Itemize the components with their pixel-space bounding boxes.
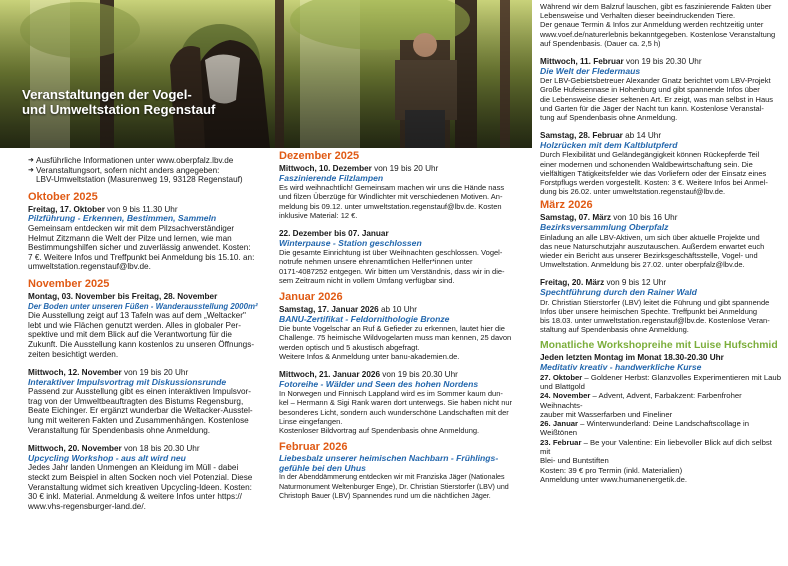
section-dezember	[279, 150, 531, 501]
event-text: Der LBV-Gebietsbetreuer Alexander Gnatz berichtet vom LBV-Projekt Große Hufeisennase in Hohenburg und gibt spannende Infos über die Lebensweise dieser seltenen Art. Er zeigt, was man selbst in Haus und Garten für die Jäger der Nacht tun kann. Kostenlose Veranstal- tung auf Spendenbasis ohne Anmeldung.	[540, 76, 774, 123]
list-item: Anmeldung unter www.humanenergetik.de.	[540, 474, 688, 484]
event-text: Durch Flexibilität und Geländegängigkeit können Rückepferde Teil einer modernen und schonenden Waldbewirtschaftung sein. Die vielfältigen Tätigkeitsfelder wie das Vorliefern oder der Einsatz eines Forstpflugs werden vorgestellt. Kosten: 3 €. Weitere Infos bei Anmel- dung bis 26.02. unter umweltstation.regenstauf@lbv.de.	[540, 150, 768, 197]
list-item: 26. Januar – Winterwunderland: Deine Landschaftscollage in Weißtönen	[540, 419, 749, 438]
event-text: Die Ausstellung zeigt auf 13 Tafeln was auf dem „Weltacker" lebt und wie Flächen genutzt werden. Alles in globaler Per- spektive und mit dem Blick auf die Verantwortung für die Zukunft. Die Ausstellung kann kostenlos zu unseren Öffnungs- zeiten besichtigt werden.	[28, 311, 255, 359]
workshop-list	[540, 373, 784, 485]
arrow-right-icon: ➜	[28, 166, 34, 174]
info-row: LBV-Umweltstation (Masurenweg 19, 93128 Regenstauf)	[36, 175, 243, 185]
info-block	[0, 148, 270, 185]
section-oktober	[28, 191, 270, 512]
event-title: Die Welt der Fledermaus	[540, 65, 641, 76]
info-row: ➜ Veranstaltungsort, sofern nicht anders angegeben:	[28, 165, 220, 175]
month-heading: Oktober 2025	[28, 190, 98, 203]
list-item: 23. Februar – Be your Valentine: Ein liebevoller Blick auf dich selbst mit	[540, 437, 772, 456]
middle-column	[279, 150, 531, 501]
workshop-heading: Monatliche Workshopreihe mit Luise Hufschmid	[540, 340, 778, 352]
event-title: Liebesbalz unserer heimischen Nachbarn - Frühlings- gefühle bei den Uhus	[279, 453, 499, 473]
month-heading: Februar 2026	[279, 441, 348, 454]
event-title: Interaktiver Impulsvortrag mit Diskussionsrunde	[28, 376, 227, 387]
month-heading: Dezember 2025	[279, 150, 360, 162]
section-februar-cont	[540, 2, 784, 484]
event-title: Pilzführung - Erkennen, Bestimmen, Sammeln	[28, 213, 217, 224]
event-text: Gemeinsam entdecken wir mit dem Pilzsachverständiger Helmut Zitzmann die Welt der Pilze und lernen, wie man Bestimmungshilfen sicher und zuverlässig anwendet. Kosten: 7 €. Weitere Infos und Treffpunkt bei Anmeldung bis 15.10. an: umweltstation.regenstauf@lbv.de.	[28, 223, 255, 272]
list-item: Blei- und Buntstiften	[540, 456, 609, 466]
event-title: Der Boden unter unseren Füßen - Wanderausstellung 2000m²	[28, 301, 258, 311]
event-text: In Norwegen und Finnisch Lappland wird es im Sommer kaum dun- kel – Hermann & Sigi Rank waren dort unterwegs. Sie haben nicht nur besonderes Licht, sondern auch wunderschöne Landschaften mit der Linse eingefangen. Kostenloser Bildvortrag auf Spendenbasis ohne Anmeldung.	[279, 389, 513, 435]
hero-title	[22, 87, 215, 117]
event-title: Bezirksversammlung Oberpfalz	[540, 222, 669, 233]
event-text: Einladung an alle LBV-Aktiven, um sich über aktuelle Projekte und das neue Naturschutzjahr auszutauschen. Außerdem erwartet euch wieder ein Bericht aus unserer Bezirksgeschäftsstelle, Vogel- und Umweltstation. Anmeldung bis 27.02. unter oberpfalz@lbv.de.	[540, 232, 765, 270]
event-date: Mittwoch, 20. November von 18 bis 20.30 Uhr	[28, 444, 200, 454]
event-date: Mittwoch, 21. Januar 2026 von 19 bis 20.30 Uhr	[279, 370, 458, 379]
event-title: Winterpause - Station geschlossen	[279, 237, 422, 248]
event-date: Samstag, 17. Januar 2026 ab 10 Uhr	[279, 305, 417, 314]
event-text: In der Abenddämmerung entdecken wir mit Franziska Jäger (Nationales Naturmonument Weltenburger Enge), Dr. Christian Stierstorfer (LBV) und Christoph Bauer (LBV) Spannendes rund um die nächtlichen Jäger.	[279, 473, 509, 500]
event-title: Upcycling Workshop - aus alt wird neu	[28, 452, 186, 463]
right-column	[540, 2, 784, 484]
hero-title-line: Veranstaltungen der Vogel-	[22, 87, 192, 102]
event-date: Mittwoch, 10. Dezember von 19 bis 20 Uhr	[279, 164, 439, 173]
event-date: Samstag, 28. Februar ab 14 Uhr	[540, 131, 662, 141]
list-item: Kosten: 39 € pro Termin (inkl. Materialien)	[540, 465, 683, 475]
event-date: Samstag, 07. März von 10 bis 16 Uhr	[540, 213, 678, 223]
event-title: Spechtführung durch den Rainer Wald	[540, 287, 697, 298]
event-title: Meditativ kreativ - handwerkliche Kurse	[540, 362, 702, 373]
event-text: Während wir dem Balzruf lauschen, gibt es faszinierende Fakten über Lebensweise und Verhalten dieser beeindruckenden Tiere. Der genaue Termin & Infos zur Anmeldung werden rechtzeitig unter www.voef.de/naturerlebnis bekanntgegeben. Kostenlose Veranstaltung auf Spendenbasis. (Dauer ca. 2,5 h)	[540, 2, 776, 48]
event-title: Faszinierende Filzlampen	[279, 172, 384, 183]
event-date: Freitag, 17. Oktober von 9 bis 11.30 Uhr	[28, 204, 178, 214]
month-heading: März 2026	[540, 199, 593, 212]
month-heading: November 2025	[28, 277, 110, 290]
month-heading: Januar 2026	[279, 291, 343, 303]
list-item: und Blattgold	[540, 381, 585, 391]
event-date: 22. Dezember bis 07. Januar	[279, 229, 389, 238]
event-title: Fotoreihe - Wälder und Seen des hohen Nordens	[279, 378, 479, 389]
event-text: Passend zur Ausstellung gibt es einen interaktiven Impulsvor- trag von der Umweltbeauftragten des Bistums Regensburg, Beate Eichinger. Er ergänzt wunderbar die Weltacker-Ausstel- lung mit weiteren Fakten und Zusammenhängen. Kostenlose Veranstaltung für Spendenbasis ohne Anmeldung.	[28, 387, 253, 435]
arrow-right-icon: ➜	[28, 157, 34, 164]
list-item: 24. November – Advent, Advent, Farbakzent: Farbenfroher Weihnachts-	[540, 391, 742, 410]
event-date: Mittwoch, 11. Februar von 19 bis 20.30 Uhr	[540, 57, 702, 67]
forest-photo	[0, 0, 532, 148]
hero-title-line: und Umweltstation Regenstauf	[22, 102, 216, 117]
event-text: Jedes Jahr landen Unmengen an Kleidung im Müll - dabei steckt zum Beispiel in alten Socken noch viel Potenzial. Diese Veranstaltung widmet sich kreativen Upcycling-Ideen. Kosten: 30 € inkl. Material. Anmeldung & weitere Infos unter https:// www.vhs-regensburger-land.de/.	[28, 463, 253, 511]
list-item: 27. Oktober – Goldener Herbst: Glanzvolles Experimentieren mit Laub	[540, 372, 781, 382]
event-text: Die bunte Vogelschar an Ruf & Gefieder zu erkennen, lautet hier die Challenge. 75 heimische Wildvogelarten muss man kennen, 25 davon werden optisch und 5 akustisch abgefragt. Weitere Infos & Anmeldung unter banu-akademien.de.	[279, 324, 512, 361]
event-title: Holzrücken mit dem Kaltblutpferd	[540, 139, 678, 150]
list-item: zauber mit Wasserfarben und Fineliner	[540, 409, 673, 419]
event-date: Mittwoch, 12. November von 19 bis 20 Uhr	[28, 368, 189, 378]
event-date: Freitag, 20. März von 9 bis 12 Uhr	[540, 278, 667, 288]
event-date: Jeden letzten Montag im Monat 18.30-20.30 Uhr	[540, 353, 724, 363]
info-row: ➜ Ausführliche Informationen unter www.oberpfalz.lbv.de	[28, 156, 234, 165]
event-text: Die gesamte Einrichtung ist über Weihnachten geschlossen. Vogel- notrufe nehmen unsere ehrenamtlichen Helfer*innen unter 0171-4087252 entgegen. Wir bitten um Verständnis, dass wir in die- sem Zeitraum nicht in vollem Umfang verfügbar sind.	[279, 248, 505, 285]
event-text: Dr. Christian Stierstorfer (LBV) leitet die Führung und gibt spannende Infos über unsere heimischen Spechte. Treffpunkt bei Anmeldung bis 18.03. unter umweltstation.regenstauf@lbv.de. Kostenlose Veran- staltung auf Spendenbasis ohne Anmeldung.	[540, 297, 770, 335]
hero-image	[0, 0, 532, 148]
event-text: Es wird weihnachtlich! Gemeinsam machen wir uns die Hände nass und filzen Überzüge für Windlichter mit verschiedenen Motiven. An- meldung bis 09.12. unter umweltstation.regenstauf@lbv.de. Kosten inklusive Material: 12 €.	[279, 183, 505, 220]
event-date: Montag, 03. November bis Freitag, 28. November	[28, 291, 218, 301]
left-column	[0, 0, 270, 511]
event-title: BANU-Zertifikat - Feldornithologie Bronze	[279, 313, 450, 324]
